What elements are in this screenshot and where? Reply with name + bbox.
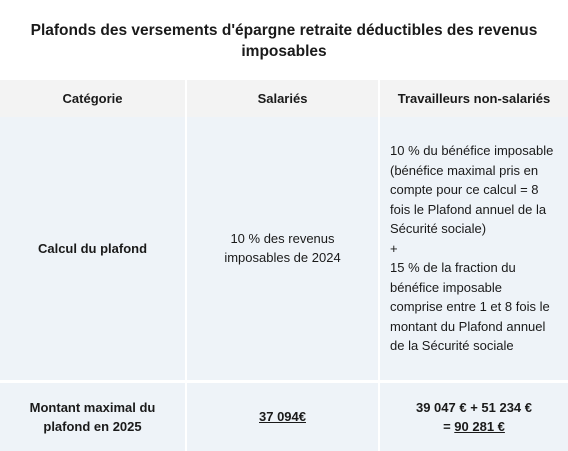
row-maximum-salaries-cell <box>186 381 379 451</box>
row-calculation-salaries: 10 % des revenus imposables de 2024 <box>186 117 379 381</box>
non-salaried-sum: 39 047 € + 51 234 € <box>415 399 533 415</box>
header-non-salaried: Travailleurs non-salariés <box>379 80 568 117</box>
header-salaries: Salariés <box>186 80 379 117</box>
non-salaried-total-line <box>390 417 558 436</box>
header-category: Catégorie <box>0 80 186 117</box>
equals-sign: = <box>443 418 455 434</box>
page-title: Plafonds des versements d'épargne retraite déductibles des revenus imposables <box>30 22 538 60</box>
table-row <box>0 381 568 451</box>
title-block <box>0 0 568 80</box>
row-maximum-category: Montant maximal du plafond en 2025 <box>0 381 186 451</box>
table-row <box>0 117 568 381</box>
non-salaried-total: 90 281 € <box>454 418 505 434</box>
row-calculation-category: Calcul du plafond <box>0 117 186 381</box>
non-salaried-plus: + <box>390 240 398 256</box>
non-salaried-rule-1: 10 % du bénéfice imposable (bénéfice maximal pris en compte pour ce calcul = 8 fois le Plafond annuel de la Sécurité sociale) <box>390 143 554 236</box>
savings-ceiling-table <box>0 80 568 451</box>
salaries-maximum-amount: 37 094€ <box>259 409 306 425</box>
row-calculation-non-salaried <box>379 117 568 381</box>
table-header-row <box>0 80 568 117</box>
row-maximum-non-salaried-cell <box>379 381 568 451</box>
non-salaried-rule-2: 15 % de la fraction du bénéfice imposable comprise entre 1 et 8 fois le montant du Plafond annuel de la Sécurité sociale <box>390 260 550 353</box>
